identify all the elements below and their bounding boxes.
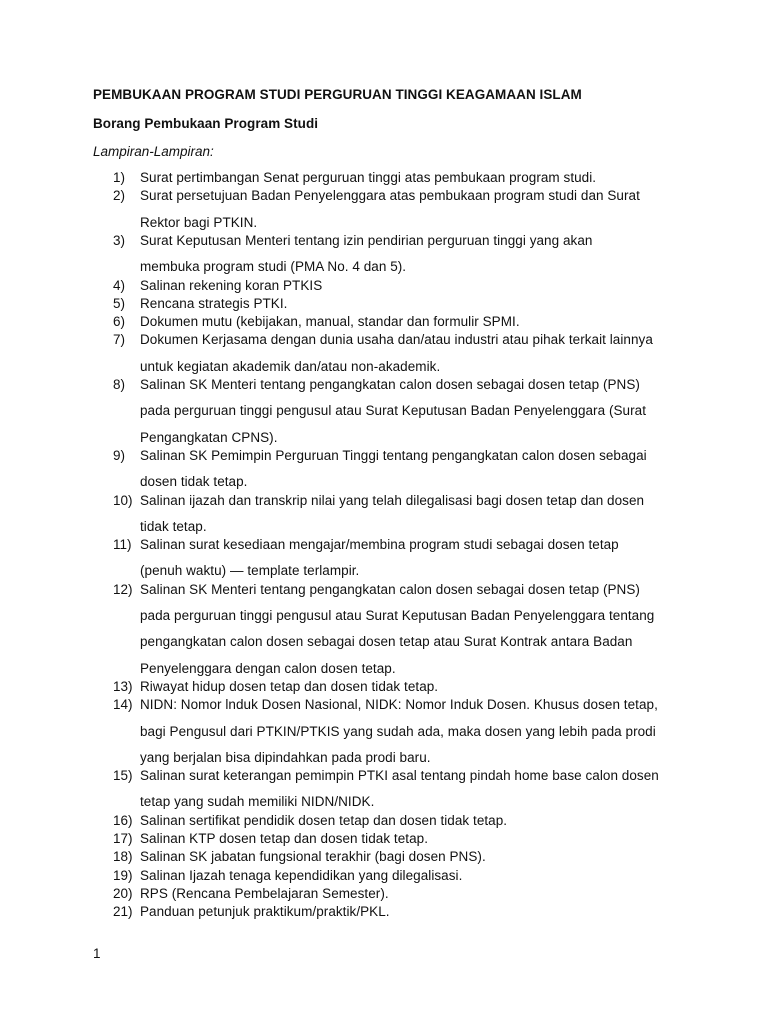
list-item-text: pada perguruan tinggi pengusul atau Surat Keputusan Badan Penyelenggara tentang — [140, 608, 655, 623]
list-item-text: Pengangkatan CPNS). — [140, 429, 278, 445]
list-item-text: bagi Pengusul dari PTKIN/PTKIS yang sudah ada, maka dosen yang lebih pada prodi — [140, 723, 656, 739]
list-item-number: 7) — [113, 332, 126, 348]
list-item-text: Salinan SK Menteri tentang pengangkatan calon dosen sebagai dosen tetap (PNS) — [140, 581, 640, 597]
list-item-number: 9) — [113, 447, 126, 463]
attachments-intro: Lampiran-Lampiran: — [93, 144, 214, 159]
list-item-text: untuk kegiatan akademik dan/atau non-akademik. — [140, 358, 441, 374]
list-item-text: Salinan SK Menteri tentang pengangkatan calon dosen sebagai dosen tetap (PNS) — [140, 377, 640, 392]
list-item-text: Surat Keputusan Menteri tentang izin pendirian perguruan tinggi yang akan — [140, 232, 593, 248]
list-item-number: 4) — [113, 277, 126, 293]
list-item-text: dosen tidak tetap. — [140, 474, 248, 490]
document-subtitle: Borang Pembukaan Program Studi — [93, 116, 319, 131]
list-item-text: Salinan SK jabatan fungsional terakhir (bagi dosen PNS). — [140, 849, 486, 865]
list-item-number: 10) — [113, 492, 133, 508]
list-item-text: Dokumen Kerjasama dengan dunia usaha dan/atau industri atau pihak terkait lainnya — [140, 332, 653, 348]
list-item-number: 14) — [113, 697, 133, 713]
page-number: 1 — [93, 946, 101, 961]
list-item-text: pengangkatan calon dosen sebagai dosen tetap atau Surat Kontrak antara Badan — [140, 634, 633, 650]
list-item-number: 18) — [113, 849, 133, 865]
list-item-number: 6) — [113, 314, 126, 330]
list-item-text: pada perguruan tinggi pengusul atau Surat Keputusan Badan Penyelenggara (Surat — [140, 403, 647, 419]
document-title: PEMBUKAAN PROGRAM STUDI PERGURUAN TINGGI KEAGAMAAN ISLAM — [93, 87, 582, 102]
list-item-text: Riwayat hidup dosen tetap dan dosen tidak tetap. — [140, 678, 439, 694]
list-item-text: Surat persetujuan Badan Penyelenggara atas pembukaan program studi dan Surat — [140, 188, 640, 204]
list-item-text: tetap yang sudah memiliki NIDN/NIDK. — [140, 794, 375, 810]
list-item-text: membuka program studi (PMA No. 4 dan 5). — [140, 259, 407, 275]
list-item-text: NIDN: Nomor lnduk Dosen Nasional, NIDK: Nomor Induk Dosen. Khusus dosen tetap, — [140, 697, 658, 713]
list-item-number: 1) — [113, 170, 126, 185]
list-item-text: yang berjalan bisa dipindahkan pada prodi baru. — [140, 749, 431, 765]
list-item-text: Penyelenggara dengan calon dosen tetap. — [140, 660, 396, 676]
list-item-text: Panduan petunjuk praktikum/praktik/PKL. — [140, 904, 390, 920]
list-item-number: 5) — [113, 295, 126, 311]
list-item-number: 17) — [113, 831, 133, 846]
list-item-number: 2) — [113, 188, 126, 204]
list-item-text: Salinan KTP dosen tetap dan dosen tidak tetap. — [140, 831, 429, 846]
list-item-text: Salinan Ijazah tenaga kependidikan yang dilegalisasi. — [140, 867, 463, 883]
list-item-text: Salinan sertifikat pendidik dosen tetap dan dosen tidak tetap. — [140, 812, 508, 828]
list-item-number: 15) — [113, 768, 133, 784]
list-item-number: 13) — [113, 678, 133, 694]
list-item-text: (penuh waktu) — template terlampir. — [140, 563, 360, 579]
list-item-number: 16) — [113, 812, 133, 828]
list-item-number: 20) — [113, 885, 133, 901]
list-item-text: tidak tetap. — [140, 518, 207, 534]
list-item-number: 12) — [113, 581, 133, 597]
list-item-number: 3) — [113, 232, 126, 248]
list-item-text: Surat pertimbangan Senat perguruan tinggi atas pembukaan program studi. — [140, 170, 597, 185]
list-item-text: Salinan rekening koran PTKIS — [140, 277, 323, 293]
list-item-text: Salinan surat keterangan pemimpin PTKI asal tentang pindah home base calon dosen — [140, 768, 659, 784]
list-item-text: Rektor bagi PTKIN. — [140, 214, 258, 230]
list-item-number: 21) — [113, 904, 133, 920]
list-item-text: Dokumen mutu (kebijakan, manual, standar dan formulir SPMI. — [140, 314, 520, 330]
list-item-text: Salinan SK Pemimpin Perguruan Tinggi tentang pengangkatan calon dosen sebagai — [140, 447, 647, 463]
list-item-text: Rencana strategis PTKI. — [140, 295, 288, 311]
list-item-number: 19) — [113, 867, 133, 883]
list-item-text: RPS (Rencana Pembelajaran Semester). — [140, 885, 389, 901]
list-item-text: Salinan surat kesediaan mengajar/membina program studi sebagai dosen tetap — [140, 537, 619, 553]
list-item-text: Salinan ijazah dan transkrip nilai yang telah dilegalisasi bagi dosen tetap dan dosen — [140, 492, 645, 508]
list-item-number: 11) — [113, 537, 132, 553]
list-item-number: 8) — [113, 377, 126, 392]
